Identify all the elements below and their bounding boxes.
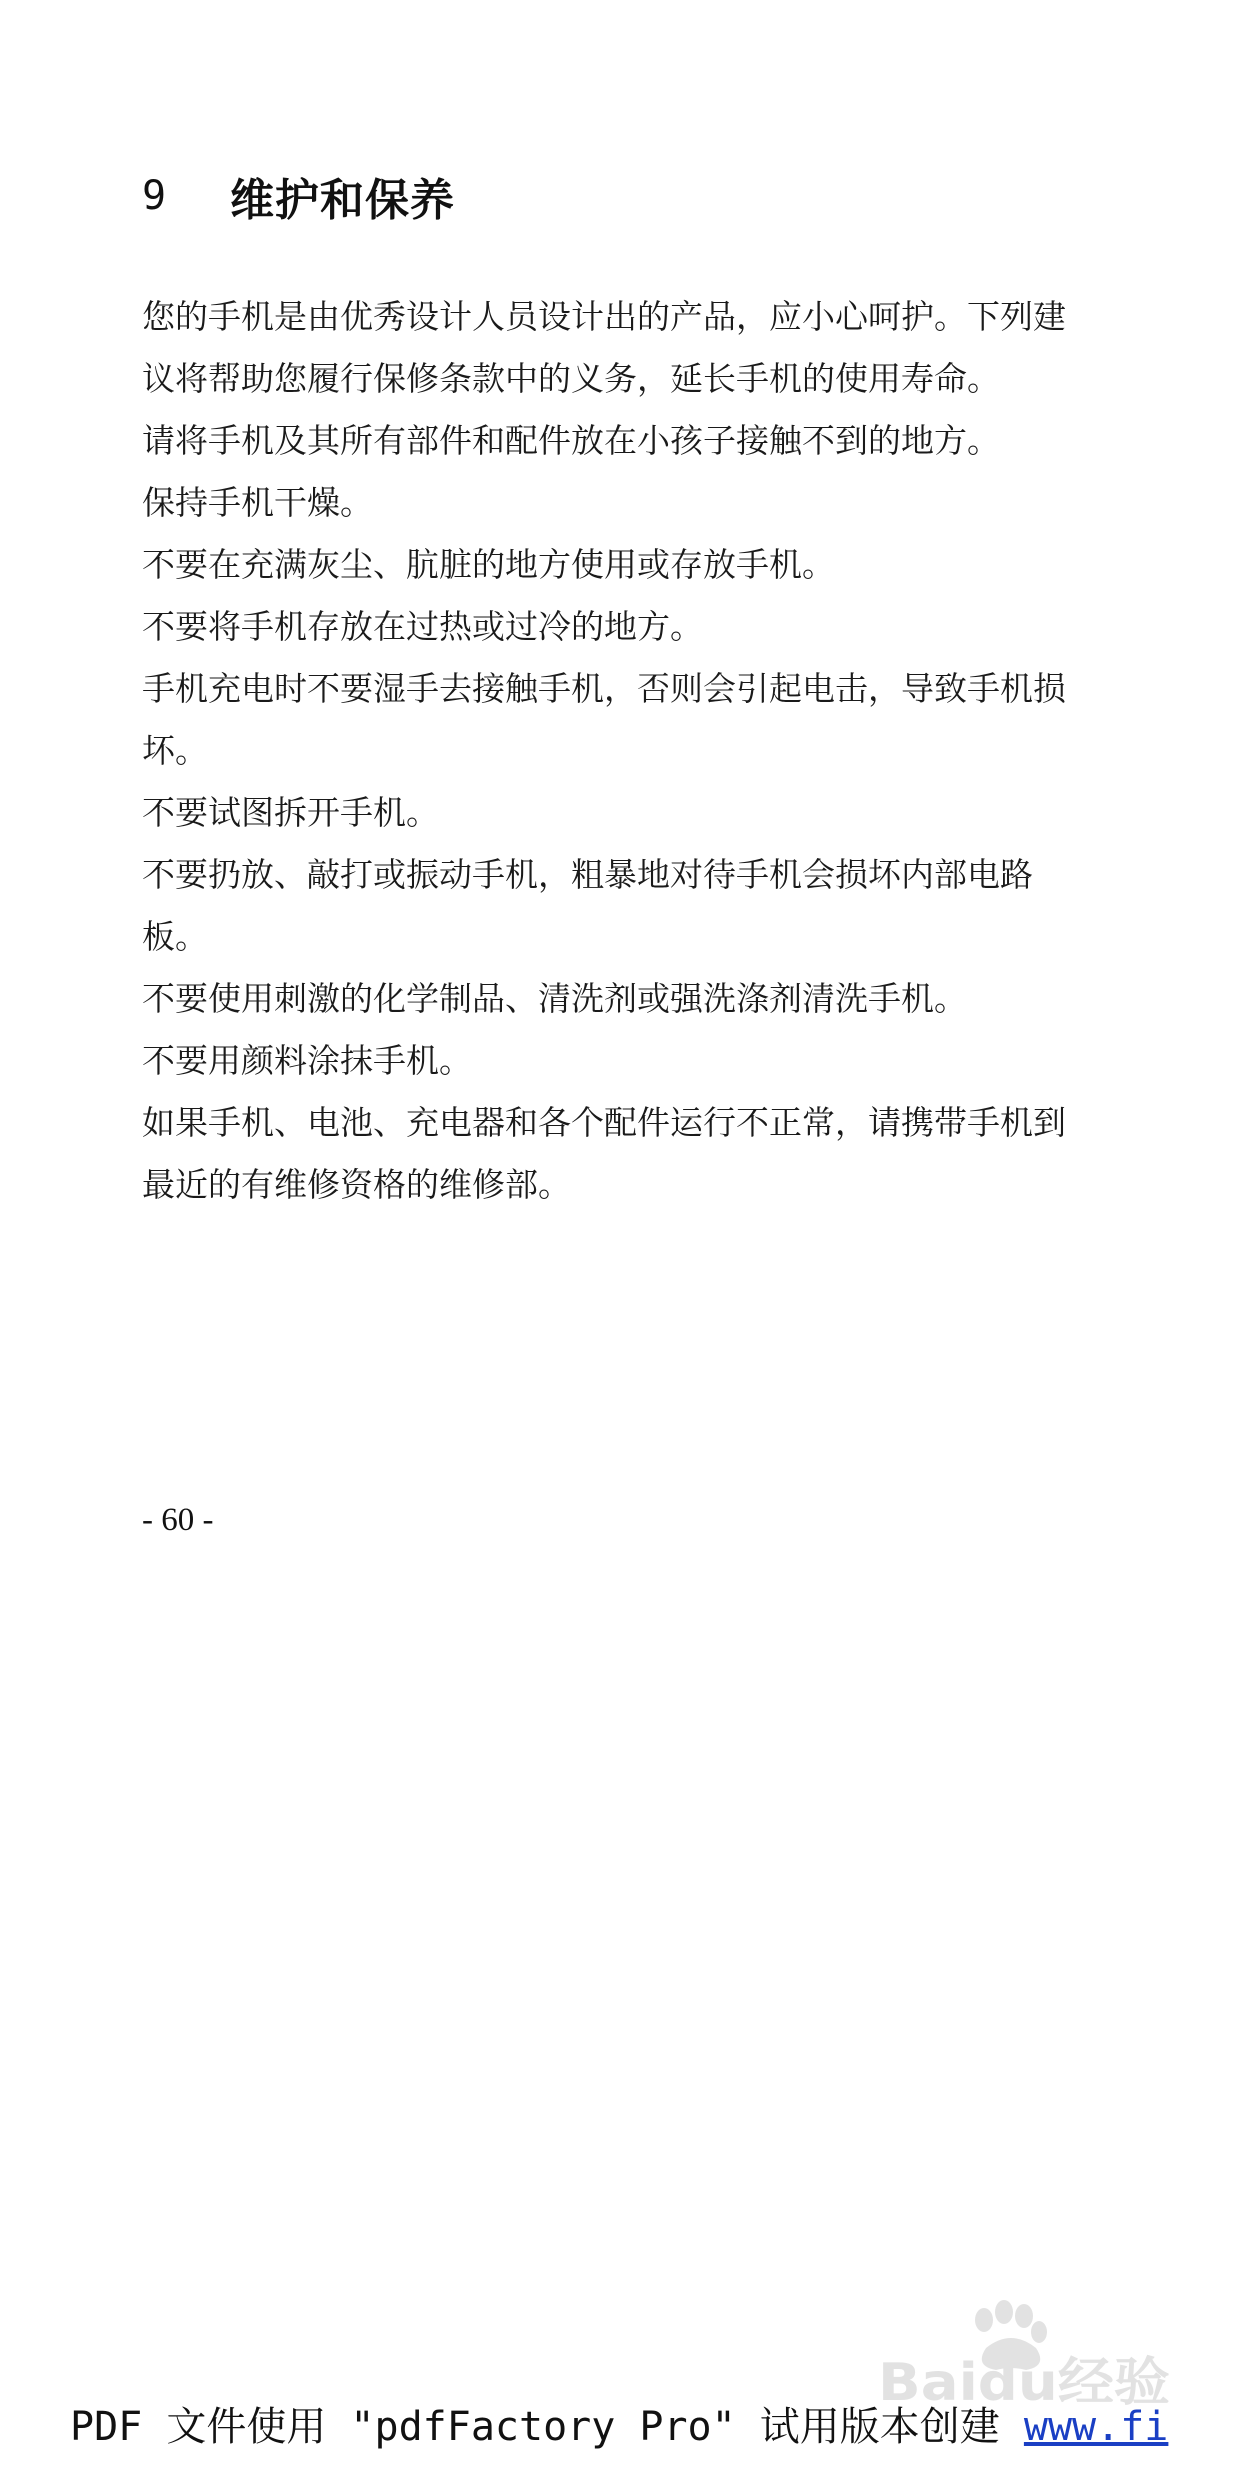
watermark-text: Baidu经验	[878, 2353, 1170, 2410]
paragraph-disassemble: 不要试图拆开手机。	[142, 793, 439, 832]
section-heading	[142, 166, 455, 226]
paragraph-temperature: 不要将手机存放在过热或过冷的地方。	[142, 607, 703, 646]
baidu-watermark	[876, 2300, 1176, 2410]
paragraph-dust: 不要在充满灰尘、肮脏的地方使用或存放手机。	[142, 545, 835, 584]
paragraph-children: 请将手机及其所有部件和配件放在小孩子接触不到的地方。	[142, 421, 1000, 460]
footer-text: PDF 文件使用 "pdfFactory Pro" 试用版本创建	[70, 2404, 1024, 2450]
body-text	[142, 286, 1086, 1216]
paragraph-intro: 您的手机是由优秀设计人员设计出的产品，应小心呵护。下列建议将帮助您履行保修条款中的义务，延长手机的使用寿命。	[142, 297, 1066, 398]
paragraph-impact: 不要扔放、敲打或振动手机，粗暴地对待手机会损坏内部电路板。	[142, 855, 1033, 956]
paragraph-dry: 保持手机干燥。	[142, 483, 373, 522]
page-number: - 60 -	[142, 1502, 214, 1538]
section-title: 维护和保养	[230, 175, 455, 226]
section-number: 9	[142, 173, 167, 219]
paragraph-paint: 不要用颜料涂抹手机。	[142, 1041, 472, 1080]
paragraph-chemicals: 不要使用刺激的化学制品、清洗剂或强洗涤剂清洗手机。	[142, 979, 967, 1018]
pdf-footer	[70, 2395, 1168, 2452]
footer-link[interactable]: www.fi	[1023, 2404, 1169, 2450]
paragraph-charging: 手机充电时不要湿手去接触手机，否则会引起电击，导致手机损坏。	[142, 669, 1066, 770]
paragraph-repair: 如果手机、电池、充电器和各个配件运行不正常，请携带手机到最近的有维修资格的维修部。	[142, 1103, 1066, 1204]
